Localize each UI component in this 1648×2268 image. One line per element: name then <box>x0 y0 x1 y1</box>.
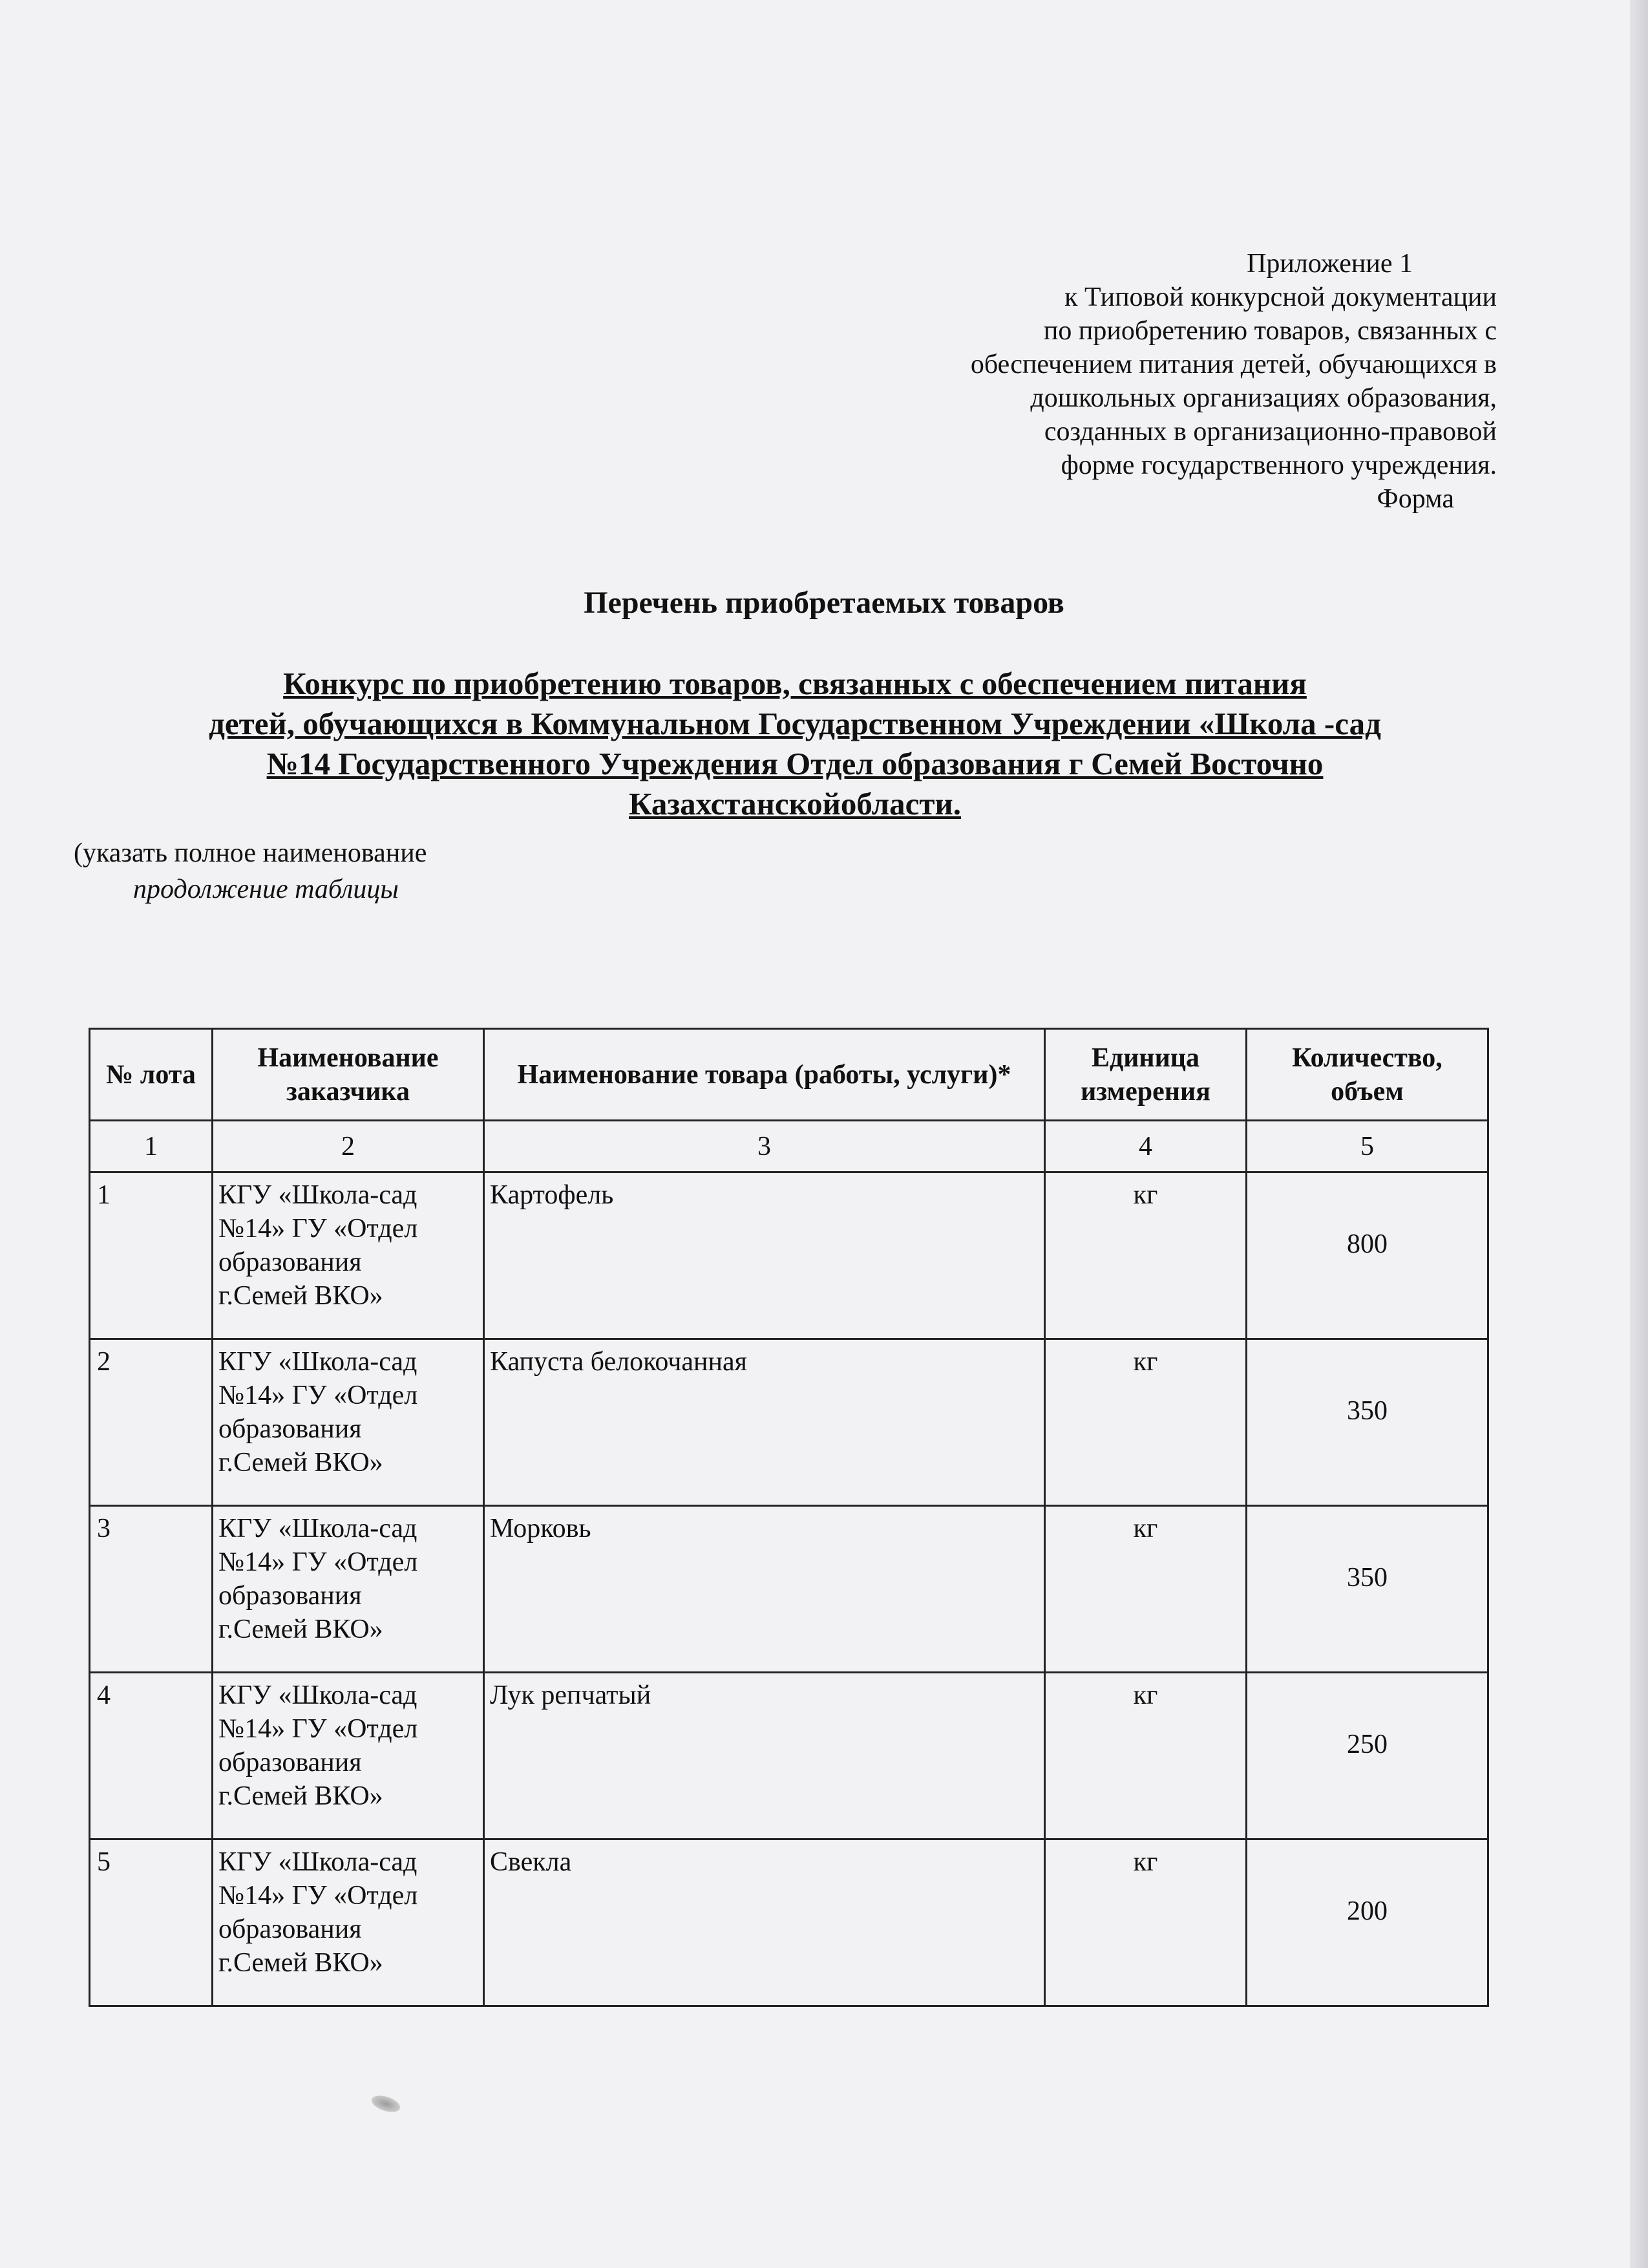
table-continued-note: продолжение таблицы <box>133 874 399 904</box>
unit: кг <box>1045 1506 1247 1673</box>
customer-line: №14» ГУ «Отдел <box>218 1381 418 1410</box>
subtitle-line: Конкурс по приобретению товаров, связанных с обеспечением питания <box>283 666 1307 701</box>
subtitle-line: Казахстанскойобласти. <box>629 786 961 821</box>
customer-line: №14» ГУ «Отдел <box>218 1881 418 1911</box>
annex-form-label: Форма <box>1377 484 1454 514</box>
table-row <box>90 1673 1488 1839</box>
document-title: Перечень приобретаемых товаров <box>584 586 1064 620</box>
customer-line: образования <box>218 1748 362 1777</box>
table-row <box>90 1339 1488 1506</box>
customer-line: г.Семей ВКО» <box>218 1781 383 1811</box>
table-row <box>90 1506 1488 1673</box>
annex-line: к Типовой конкурсной документации <box>1064 282 1497 312</box>
customer-line: КГУ «Школа-сад <box>218 1347 417 1377</box>
lot-number: 1 <box>90 1172 213 1339</box>
quantity-value: 350 <box>1347 1563 1388 1593</box>
table-row <box>90 1839 1488 2006</box>
column-number: 2 <box>213 1121 484 1172</box>
customer-line: КГУ «Школа-сад <box>218 1514 417 1543</box>
item-name: Свекла <box>484 1839 1045 2006</box>
column-number: 1 <box>90 1121 213 1172</box>
header-item: Наименование товара (работы, услуги)* <box>484 1029 1045 1121</box>
customer-line: №14» ГУ «Отдел <box>218 1714 418 1744</box>
quantity <box>1247 1506 1488 1673</box>
annex-line: форме государственного учреждения. <box>1061 450 1497 480</box>
lots-table <box>89 1028 1489 2007</box>
header-customer: Наименование заказчика <box>213 1029 484 1121</box>
subtitle-line: детей, обучающихся в Коммунальном Государственном Учреждении «Школа -сад <box>209 706 1381 741</box>
customer-line: образования <box>218 1414 362 1444</box>
lot-number: 3 <box>90 1506 213 1673</box>
unit: кг <box>1045 1339 1247 1506</box>
quantity-value: 350 <box>1347 1396 1388 1426</box>
customer-line: КГУ «Школа-сад <box>218 1680 417 1710</box>
item-name: Морковь <box>484 1506 1045 1673</box>
customer-line: г.Семей ВКО» <box>218 1948 383 1978</box>
customer-name <box>213 1506 484 1673</box>
unit: кг <box>1045 1172 1247 1339</box>
item-name: Капуста белокочанная <box>484 1339 1045 1506</box>
quantity <box>1247 1839 1488 2006</box>
annex-line: по приобретению товаров, связанных с <box>1043 316 1497 346</box>
annex-line: созданных в организационно-правовой <box>1044 417 1497 447</box>
quantity-value: 250 <box>1347 1730 1388 1759</box>
column-number: 4 <box>1045 1121 1247 1172</box>
header-qty: Количество, объем <box>1247 1029 1488 1121</box>
customer-line: г.Семей ВКО» <box>218 1448 383 1478</box>
quantity <box>1247 1339 1488 1506</box>
customer-line: г.Семей ВКО» <box>218 1281 383 1311</box>
table-row <box>90 1172 1488 1339</box>
customer-line: №14» ГУ «Отдел <box>218 1547 418 1577</box>
quantity <box>1247 1172 1488 1339</box>
item-name: Лук репчатый <box>484 1673 1045 1839</box>
annex-line: дошкольных организациях образования, <box>1030 383 1497 413</box>
unit: кг <box>1045 1673 1247 1839</box>
annex-line: Приложение 1 <box>1247 249 1413 279</box>
table-header-row <box>90 1029 1488 1121</box>
customer-name <box>213 1339 484 1506</box>
column-number: 3 <box>484 1121 1045 1172</box>
customer-line: №14» ГУ «Отдел <box>218 1214 418 1244</box>
customer-line: КГУ «Школа-сад <box>218 1847 417 1877</box>
lot-number: 5 <box>90 1839 213 2006</box>
name-note: (указать полное наименование <box>74 838 427 868</box>
customer-line: КГУ «Школа-сад <box>218 1180 417 1210</box>
customer-name <box>213 1172 484 1339</box>
customer-name <box>213 1673 484 1839</box>
subtitle-line: №14 Государственного Учреждения Отдел образования г Семей Восточно <box>266 746 1324 781</box>
annex-header <box>711 247 1497 516</box>
header-lot: № лота <box>90 1029 213 1121</box>
quantity <box>1247 1673 1488 1839</box>
scan-smudge <box>370 2092 403 2115</box>
unit: кг <box>1045 1839 1247 2006</box>
quantity-value: 200 <box>1347 1896 1388 1926</box>
scan-edge <box>1630 0 1648 2268</box>
header-unit: Единица измерения <box>1045 1029 1247 1121</box>
quantity-value: 800 <box>1347 1229 1388 1259</box>
customer-line: образования <box>218 1914 362 1944</box>
lot-number: 2 <box>90 1339 213 1506</box>
annex-line: обеспечением питания детей, обучающихся в <box>970 350 1497 379</box>
customer-line: г.Семей ВКО» <box>218 1615 383 1644</box>
customer-name <box>213 1839 484 2006</box>
customer-line: образования <box>218 1247 362 1277</box>
customer-line: образования <box>218 1581 362 1611</box>
document-subtitle <box>71 664 1519 824</box>
item-name: Картофель <box>484 1172 1045 1339</box>
column-number-row <box>90 1121 1488 1172</box>
lot-number: 4 <box>90 1673 213 1839</box>
column-number: 5 <box>1247 1121 1488 1172</box>
